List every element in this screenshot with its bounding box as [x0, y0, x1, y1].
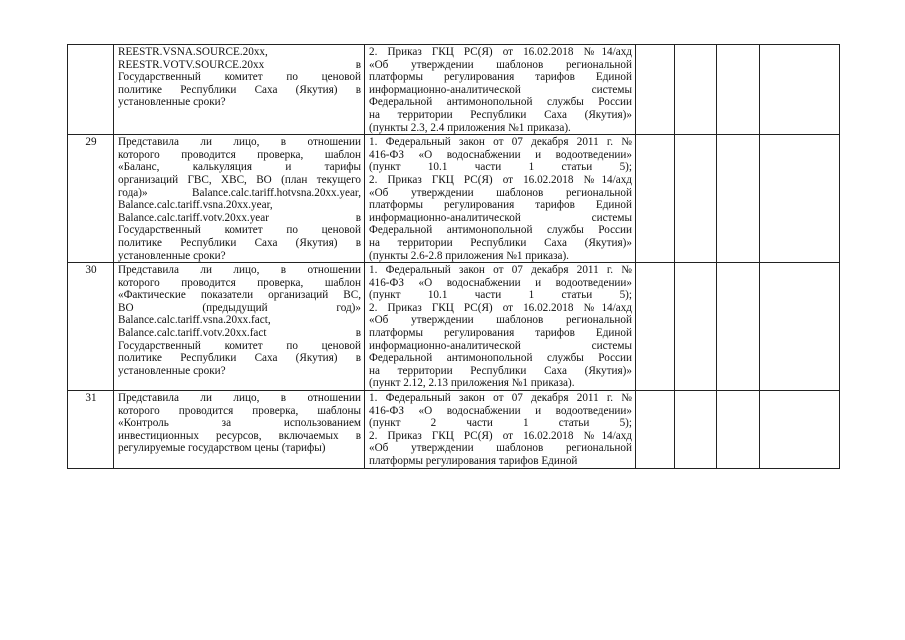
question-line: политике Республики Саха (Якутия) в — [118, 352, 361, 365]
question-line: Представила ли лицо, в отношении — [118, 136, 361, 149]
reference-line: на территории Республики Саха (Якутия)» — [369, 108, 632, 121]
reference-line: на территории Республики Саха (Якутия)» — [369, 236, 632, 249]
note-cell — [760, 45, 840, 135]
reference-line: платформы регулирования тарифов Единой — [369, 71, 632, 84]
question-line: REESTR.VSNA.SOURCE.20xx, — [118, 46, 268, 58]
reference-line: (пункты 2.3, 2.4 приложения №1 приказа). — [369, 121, 571, 134]
reference-line: (пункты 2.6-2.8 приложения №1 приказа). — [369, 249, 569, 262]
answer-yes-cell — [636, 391, 675, 469]
reference-line: платформы регулирования тарифов Единой — [369, 199, 632, 212]
answer-no-cell — [675, 135, 717, 263]
question-line: «Контроль за использованием — [118, 417, 361, 430]
row-number — [68, 45, 114, 135]
question-line: инвестиционных ресурсов, включаемых в — [118, 429, 361, 442]
reference-line: на территории Республики Саха (Якутия)» — [369, 364, 632, 377]
reference-line: «Об утверждении шаблонов региональной — [369, 314, 632, 327]
question-line: которого проводится проверка, шаблон — [118, 148, 361, 161]
answer-na-cell — [717, 135, 760, 263]
table-body — [68, 45, 840, 469]
question-line: ВО (предыдущий год)» — [118, 301, 361, 314]
question-line: установленные сроки? — [118, 249, 226, 262]
question-line: Balance.calc.tariff.votv.20xx.year в — [118, 211, 361, 224]
reference-line: «Об утверждении шаблонов региональной — [369, 442, 632, 455]
note-cell — [760, 263, 840, 391]
reference-line: 2. Приказ ГКЦ РС(Я) от 16.02.2018 №14/ахд — [369, 301, 632, 314]
reference-line: 416-ФЗ «О водоснабжении и водоотведении» — [369, 404, 632, 417]
reference-line: (пункт 10.1 части 1 статьи 5); — [369, 289, 632, 302]
question-line: Государственный комитет по ценовой — [118, 339, 361, 352]
question-cell — [114, 45, 365, 135]
question-cell — [114, 135, 365, 263]
question-line: Государственный комитет по ценовой — [118, 224, 361, 237]
question-line: организаций ГВС, ХВС, ВО (план текущего — [118, 173, 361, 186]
row-number: 30 — [68, 263, 114, 391]
reference-line: 1. Федеральный закон от 07 декабря 2011 г. № — [369, 136, 632, 149]
answer-yes-cell — [636, 135, 675, 263]
question-line: которого проводится проверка, шаблоны — [118, 404, 361, 417]
question-line: установленные сроки? — [118, 364, 226, 377]
note-cell — [760, 391, 840, 469]
answer-na-cell — [717, 45, 760, 135]
reference-line: 1. Федеральный закон от 07 декабря 2011 г. № — [369, 392, 632, 405]
reference-line: Федеральной антимонопольной службы России — [369, 224, 632, 237]
reference-line: информационно-аналитической системы — [369, 211, 632, 224]
reference-line: Федеральной антимонопольной службы России — [369, 352, 632, 365]
question-line: регулируемые государством цены (тарифы) — [118, 442, 326, 455]
legal-reference-cell — [365, 135, 636, 263]
question-line: Государственный комитет по ценовой — [118, 71, 361, 84]
reference-line: (пункт 10.1 части 1 статьи 5); — [369, 161, 632, 174]
reference-line: информационно-аналитической системы — [369, 83, 632, 96]
legal-reference-cell — [365, 45, 636, 135]
table-row — [68, 45, 840, 135]
question-cell — [114, 263, 365, 391]
question-line: Представила ли лицо, в отношении — [118, 264, 361, 277]
checklist-table — [67, 44, 840, 469]
reference-line: 416-ФЗ «О водоснабжении и водоотведении» — [369, 148, 632, 161]
question-line: REESTR.VOTV.SOURCE.20xx в — [118, 58, 361, 71]
reference-line: 2. Приказ ГКЦ РС(Я) от 16.02.2018 №14/ахд — [369, 173, 632, 186]
reference-line: 1. Федеральный закон от 07 декабря 2011 г. № — [369, 264, 632, 277]
note-cell — [760, 135, 840, 263]
question-line: Balance.calc.tariff.votv.20xx.fact в — [118, 327, 361, 340]
question-line: Balance.calc.tariff.vsna.20xx.year, — [118, 199, 273, 212]
question-cell — [114, 391, 365, 469]
answer-na-cell — [717, 391, 760, 469]
answer-no-cell — [675, 263, 717, 391]
question-line: года)» Balance.calc.tariff.hotvsna.20xx.year, — [118, 186, 361, 199]
reference-line: платформы регулирования тарифов Единой — [369, 327, 632, 340]
question-line: «Баланс, калькуляция и тарифы — [118, 161, 361, 174]
legal-reference-cell — [365, 263, 636, 391]
answer-no-cell — [675, 391, 717, 469]
question-line: Представила ли лицо, в отношении — [118, 392, 361, 405]
question-line: Balance.calc.tariff.vsna.20xx.fact, — [118, 314, 271, 327]
row-number: 31 — [68, 391, 114, 469]
table-row — [68, 263, 840, 391]
reference-line: 2. Приказ ГКЦ РС(Я) от 16.02.2018 №14/ахд — [369, 46, 632, 58]
question-line: политике Республики Саха (Якутия) в — [118, 236, 361, 249]
legal-reference-cell — [365, 391, 636, 469]
answer-yes-cell — [636, 45, 675, 135]
reference-line: платформы регулирования тарифов Единой — [369, 455, 578, 467]
question-line: «Фактические показатели организаций ВС, — [118, 289, 361, 302]
table-row — [68, 391, 840, 469]
answer-no-cell — [675, 45, 717, 135]
row-number: 29 — [68, 135, 114, 263]
reference-line: (пункт 2 части 1 статьи 5); — [369, 417, 632, 430]
reference-line: 416-ФЗ «О водоснабжении и водоотведении» — [369, 276, 632, 289]
answer-na-cell — [717, 263, 760, 391]
reference-line: информационно-аналитической системы — [369, 339, 632, 352]
reference-line: «Об утверждении шаблонов региональной — [369, 186, 632, 199]
reference-line: Федеральной антимонопольной службы России — [369, 96, 632, 109]
reference-line: 2. Приказ ГКЦ РС(Я) от 16.02.2018 №14/ахд — [369, 429, 632, 442]
reference-line: «Об утверждении шаблонов региональной — [369, 58, 632, 71]
reference-line: (пункт 2.12, 2.13 приложения №1 приказа). — [369, 377, 575, 390]
answer-yes-cell — [636, 263, 675, 391]
question-line: установленные сроки? — [118, 96, 226, 109]
question-line: которого проводится проверка, шаблон — [118, 276, 361, 289]
table-row — [68, 135, 840, 263]
question-line: политике Республики Саха (Якутия) в — [118, 83, 361, 96]
